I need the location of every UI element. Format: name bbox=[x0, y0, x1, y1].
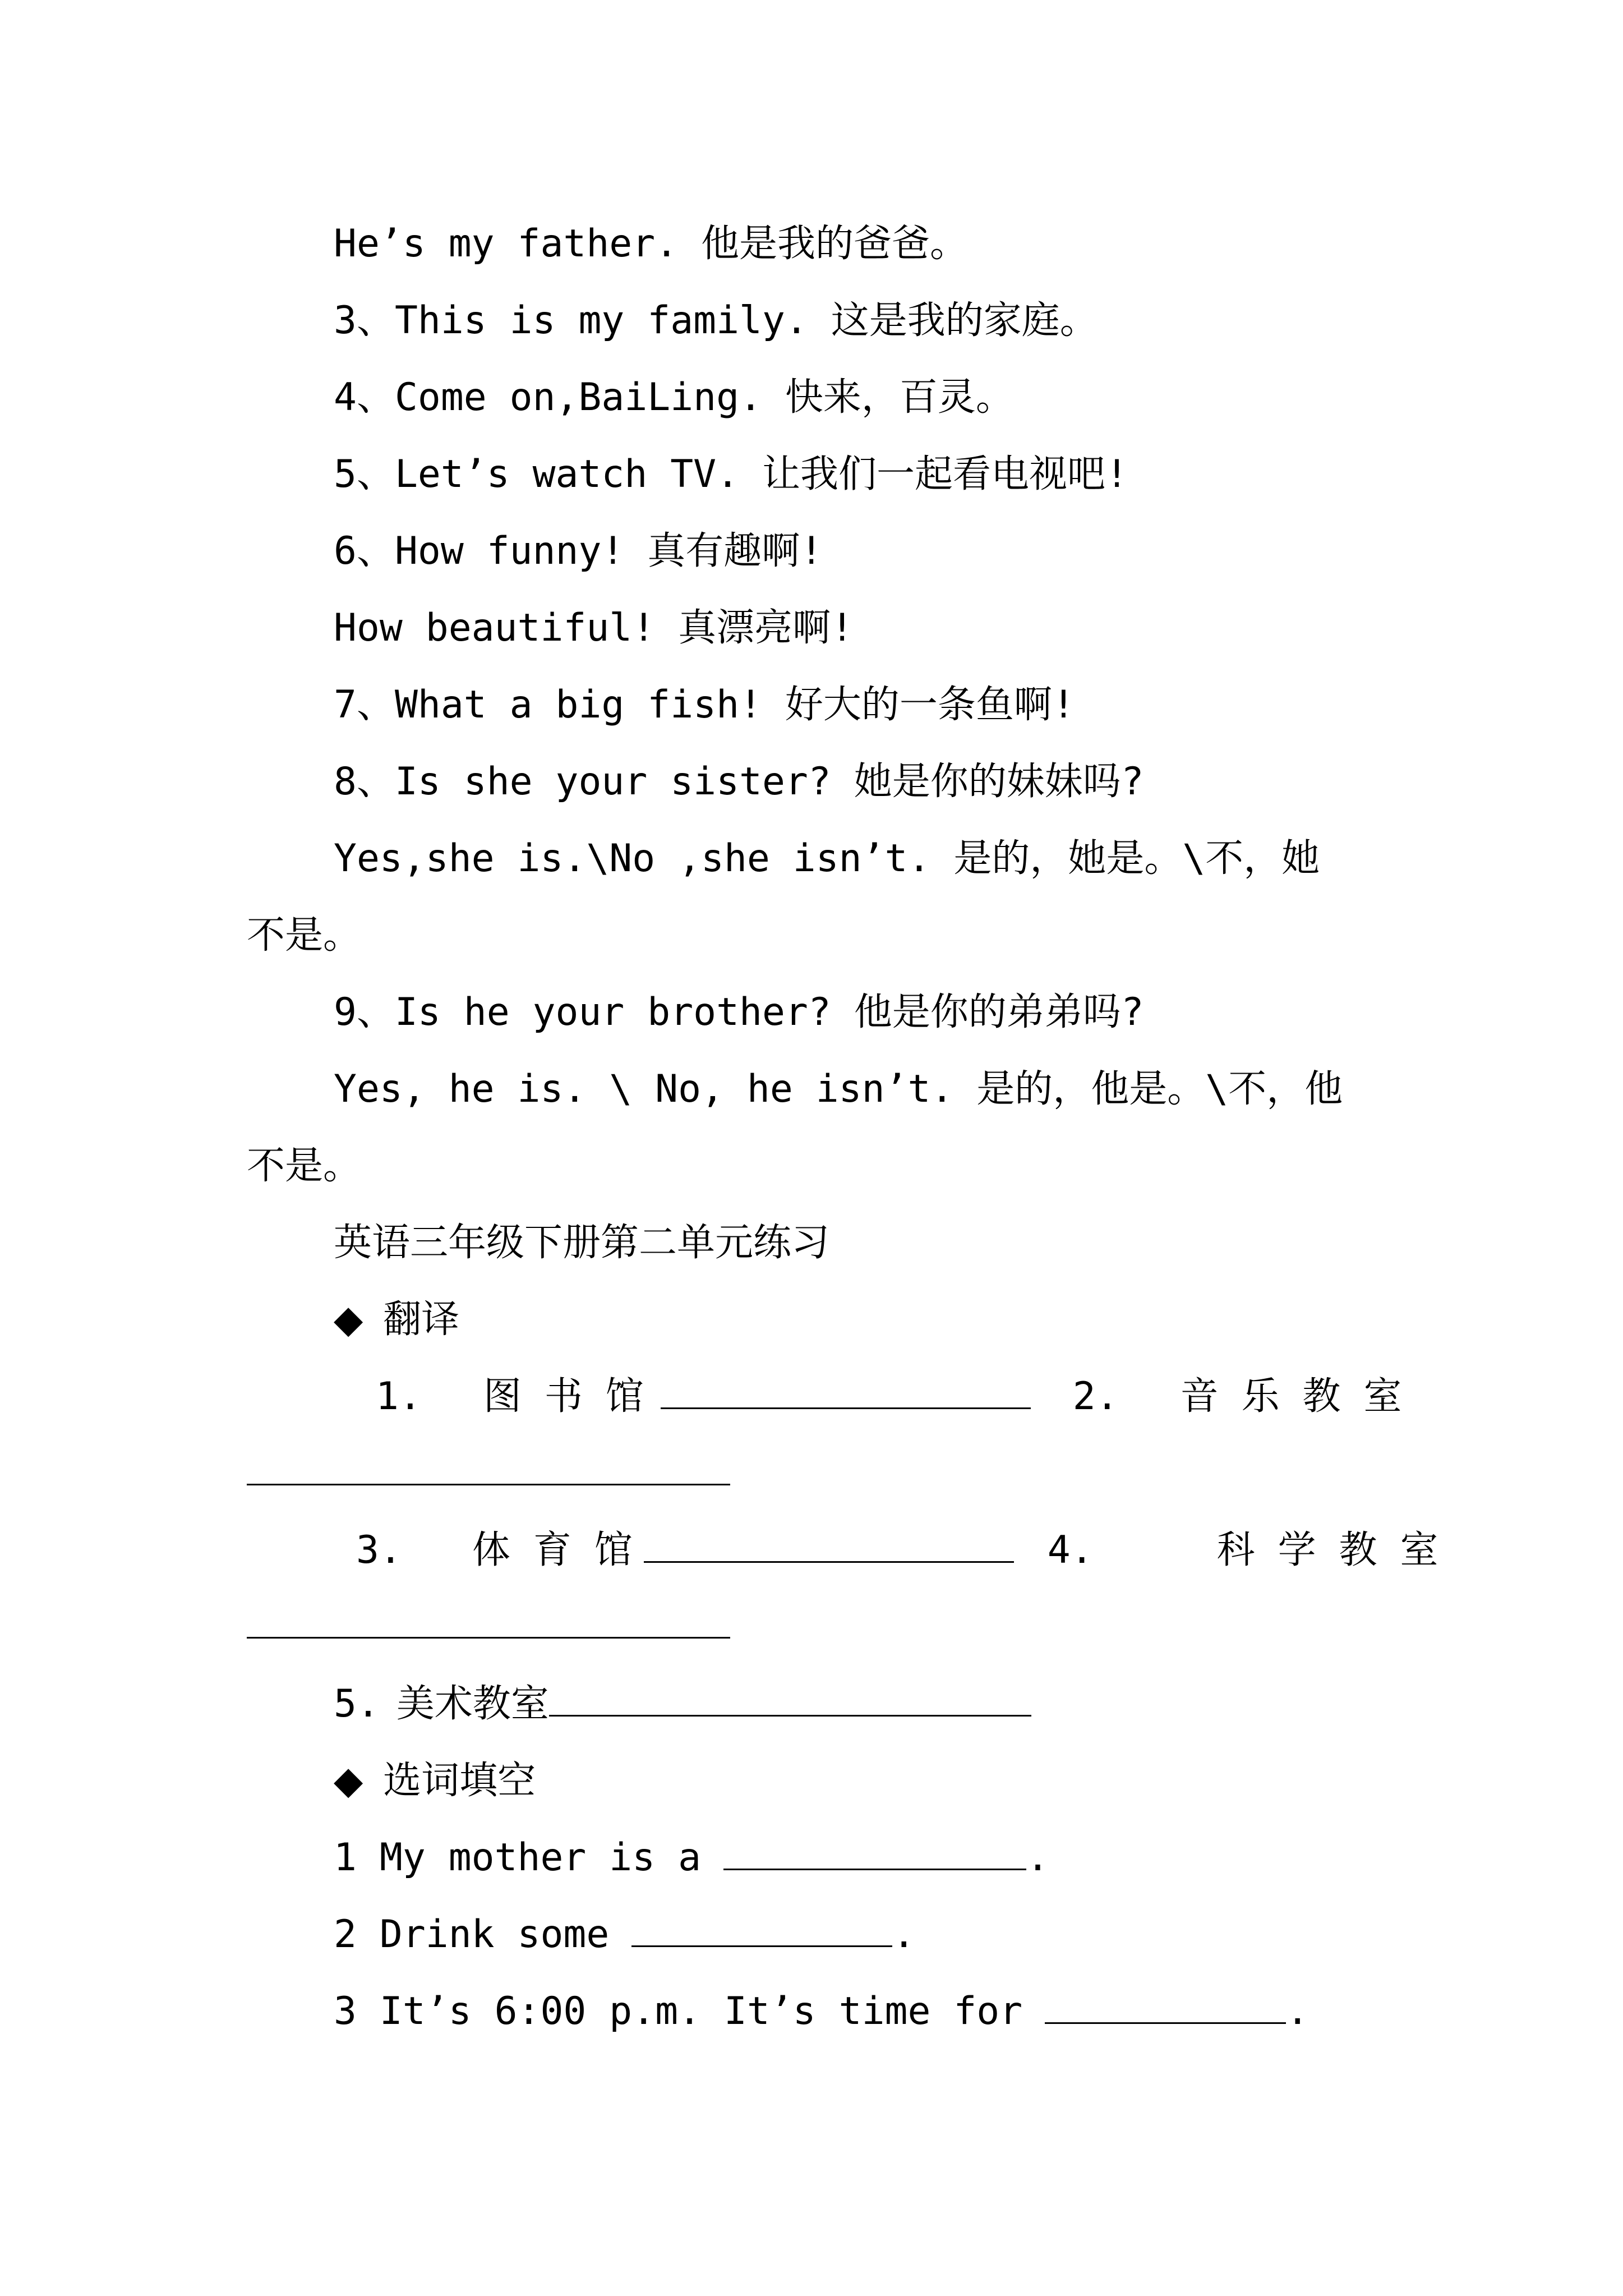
answer-blank[interactable] bbox=[661, 1376, 1031, 1409]
section-title-fill-in bbox=[334, 1756, 1382, 1806]
text-line: 8、Is she your sister? 她是你的妹妹吗? bbox=[334, 760, 1144, 804]
text-line: 9、Is he your brother? 他是你的弟弟吗? bbox=[334, 990, 1144, 1034]
item-text: 科 学 教 室 bbox=[1216, 1528, 1438, 1572]
item-number: 5. bbox=[334, 1682, 380, 1726]
item-suffix: . bbox=[1026, 1835, 1049, 1880]
exercise-row bbox=[334, 1679, 1382, 1729]
text-line: 5、Let’s watch TV. 让我们一起看电视吧! bbox=[334, 452, 1128, 496]
item-text: 美术教室 bbox=[396, 1682, 549, 1726]
diamond-bullet-icon: ◆ bbox=[334, 1297, 363, 1342]
answer-blank[interactable] bbox=[631, 1914, 892, 1947]
item-text: 音 乐 教 室 bbox=[1180, 1374, 1402, 1419]
item-number: 3. bbox=[356, 1528, 402, 1572]
text-line: 7、What a big fish! 好大的一条鱼啊! bbox=[334, 683, 1075, 727]
exercise-row bbox=[334, 1910, 1382, 1960]
answer-blank[interactable] bbox=[247, 1637, 730, 1639]
answer-blank[interactable] bbox=[247, 1484, 730, 1485]
text-line: 不是。 bbox=[247, 1144, 362, 1188]
item-number: 1. bbox=[376, 1374, 422, 1419]
answer-blank[interactable] bbox=[1045, 1991, 1286, 2024]
item-prefix: 3 It’s 6:00 p.m. It’s time for bbox=[334, 1989, 1023, 2033]
item-prefix: 2 Drink some bbox=[334, 1912, 610, 1957]
item-number: 4. bbox=[1047, 1528, 1094, 1572]
text-line: How beautiful! 真漂亮啊! bbox=[334, 606, 854, 650]
text-line: Yes, he is. \ No, he isn’t. 是的，他是。\不，他 bbox=[334, 1067, 1343, 1111]
item-prefix: 1 My mother is a bbox=[334, 1835, 702, 1880]
item-text: 体 育 馆 bbox=[472, 1528, 633, 1572]
exercise-row bbox=[334, 1833, 1382, 1883]
section-title: 选词填空 bbox=[383, 1759, 536, 1803]
text-line: 6、How funny! 真有趣啊! bbox=[334, 529, 823, 573]
exercise-row bbox=[376, 1372, 1402, 1422]
text-line: 3、This is my family. 这是我的家庭。 bbox=[334, 298, 1098, 343]
exercise-row bbox=[334, 1986, 1382, 2037]
answer-blank[interactable] bbox=[644, 1530, 1014, 1563]
diamond-bullet-icon: ◆ bbox=[334, 1759, 363, 1803]
item-suffix: . bbox=[1286, 1989, 1310, 2033]
text-line: Yes,she is.\No ,she isn’t. 是的，她是。\不，她 bbox=[334, 836, 1320, 881]
text-line: 不是。 bbox=[247, 913, 362, 958]
section-title-translate bbox=[334, 1295, 1382, 1345]
exercise-row bbox=[356, 1525, 1438, 1576]
answer-blank[interactable] bbox=[723, 1837, 1026, 1870]
section-title: 翻译 bbox=[383, 1297, 460, 1342]
answer-blank[interactable] bbox=[549, 1683, 1031, 1717]
item-text: 图 书 馆 bbox=[483, 1374, 644, 1419]
text-line: 4、Come on,BaiLing. 快来，百灵。 bbox=[334, 375, 1014, 420]
item-number: 2. bbox=[1072, 1374, 1119, 1419]
text-line: He’s my father. 他是我的爸爸。 bbox=[334, 222, 969, 266]
item-suffix: . bbox=[892, 1912, 916, 1957]
section-heading: 英语三年级下册第二单元练习 bbox=[334, 1221, 830, 1265]
